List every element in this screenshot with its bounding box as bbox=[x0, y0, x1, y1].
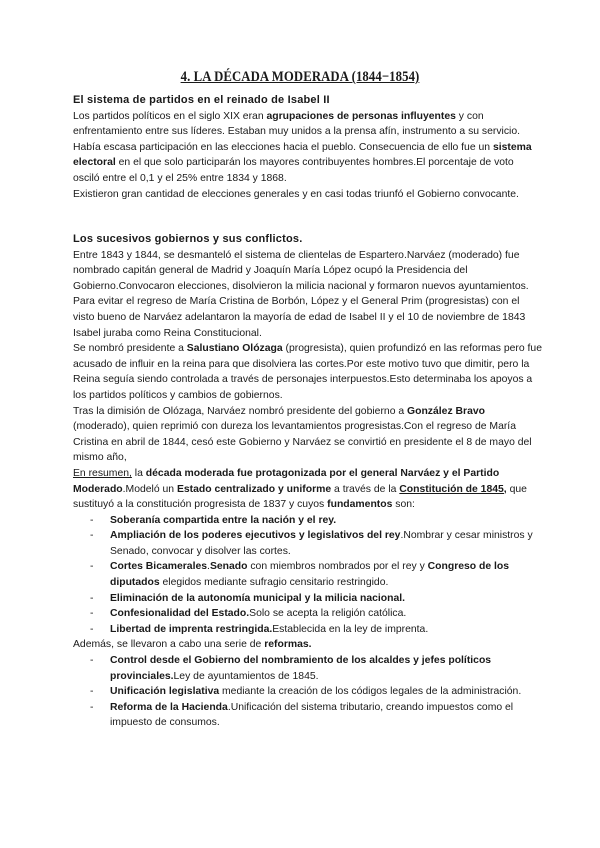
paragraph: Para evitar el regreso de María Cristina de Borbón, López y el General Prim (progresistas) con el visto bueno de Narváez adelantaron la mayoría de edad de Isabel II y el 10 de noviembre de 1843 Isabel juraba como Reina Constitucional. bbox=[73, 296, 526, 339]
list-item: - Ampliación de los poderes ejecutivos y legislativos del rey.Nombrar y cesar ministros y Senado, convocar y disolver las cortes. bbox=[90, 530, 533, 557]
section-heading: Los sucesivos gobiernos y sus conflictos. bbox=[73, 233, 303, 245]
section-governments bbox=[73, 232, 543, 731]
list-item: - Soberanía compartida entre la nación y el rey. bbox=[90, 514, 337, 526]
paragraph: Había escasa participación en las elecciones hacia el pueblo. Consecuencia de ello fue un sistema electoral en el que solo participarán los mayores contribuyentes hombres.El porcentaje de voto osciló entre el 0,1 y el 25% entre 1834 y 1868. bbox=[73, 141, 532, 184]
reforms-intro: Además, se llevaron a cabo una serie de reformas. bbox=[73, 639, 312, 651]
page-title: 4. LA DÉCADA MODERADA (1844−1854) bbox=[180, 69, 420, 85]
list-item: - Reforma de la Hacienda.Unificación del sistema tributario, creando impuestos como el impuesto de consumos. bbox=[90, 701, 514, 729]
list-item: - Control desde el Gobierno del nombramiento de los alcaldes y jefes políticos provinciales.Ley de ayuntamientos de 1845. bbox=[90, 655, 492, 682]
list-item: - Eliminación de la autonomía municipal y la milicia nacional. bbox=[90, 592, 406, 604]
list-item: - Unificación legislativa mediante la creación de los códigos legales de la administración. bbox=[90, 686, 522, 698]
reforms-list bbox=[73, 653, 543, 731]
list-item: - Cortes Bicamerales.Senado con miembros nombrados por el rey y Congreso de los diputados elegidos mediante sufragio censitario restringido. bbox=[90, 561, 510, 589]
list-item: - Confesionalidad del Estado.Solo se acepta la religión católica. bbox=[90, 608, 407, 620]
fundamentals-list bbox=[73, 513, 543, 638]
paragraph: Entre 1843 y 1844, se desmanteló el sistema de clientelas de Espartero.Narváez (moderado) fue nombrado capitán general de Madrid y Joaquín María López ocupó la Presidencia del Gobierno.Convocaron elecciones, disolvieron la milicia nacional y formaron nuevos ayuntamientos. bbox=[73, 249, 529, 292]
list-item: - Libertad de imprenta restringida.Establecida en la ley de imprenta. bbox=[90, 623, 429, 635]
section-party-system bbox=[73, 93, 543, 202]
paragraph: Se nombró presidente a Salustiano Olózaga (progresista), quien profundizó en las reformas pero fue acusado de influir en la reina para que disolviera las cortes.Por este motivo tuvo que dimitir, pero la Reina seguía siendo controlada a través de personajes interpuestos.Esto determinaba los apoyos a los partidos políticos y cambios de gobiernos. bbox=[73, 343, 542, 401]
paragraph: Los partidos políticos en el siglo XIX eran agrupaciones de personas influyentes y con enfrentamiento entre sus líderes. Estaban muy unidos a la prensa afín, instrumento a su servicio. bbox=[73, 110, 521, 138]
paragraph: Existieron gran cantidad de elecciones generales y en casi todas triunfó el Gobierno convocante. bbox=[73, 188, 519, 200]
section-heading: El sistema de partidos en el reinado de Isabel II bbox=[73, 94, 330, 106]
summary-paragraph: En resumen, la década moderada fue protagonizada por el general Narváez y el Partido Moderado.Modeló un Estado centralizado y uniforme a través de la Constitución de 1845, que sustituyó a la constitución progresista de 1837 y cuyos fundamentos son: bbox=[73, 467, 527, 511]
paragraph: Tras la dimisión de Olózaga, Narváez nombró presidente del gobierno a González Bravo (moderado), quien reprimió con dureza los levantamientos progresistas.Con el regreso de María Cristina en abril de 1844, cesó este Gobierno y Narváez se convirtió en presidente el 8 de mayo del mismo año, bbox=[73, 405, 532, 464]
